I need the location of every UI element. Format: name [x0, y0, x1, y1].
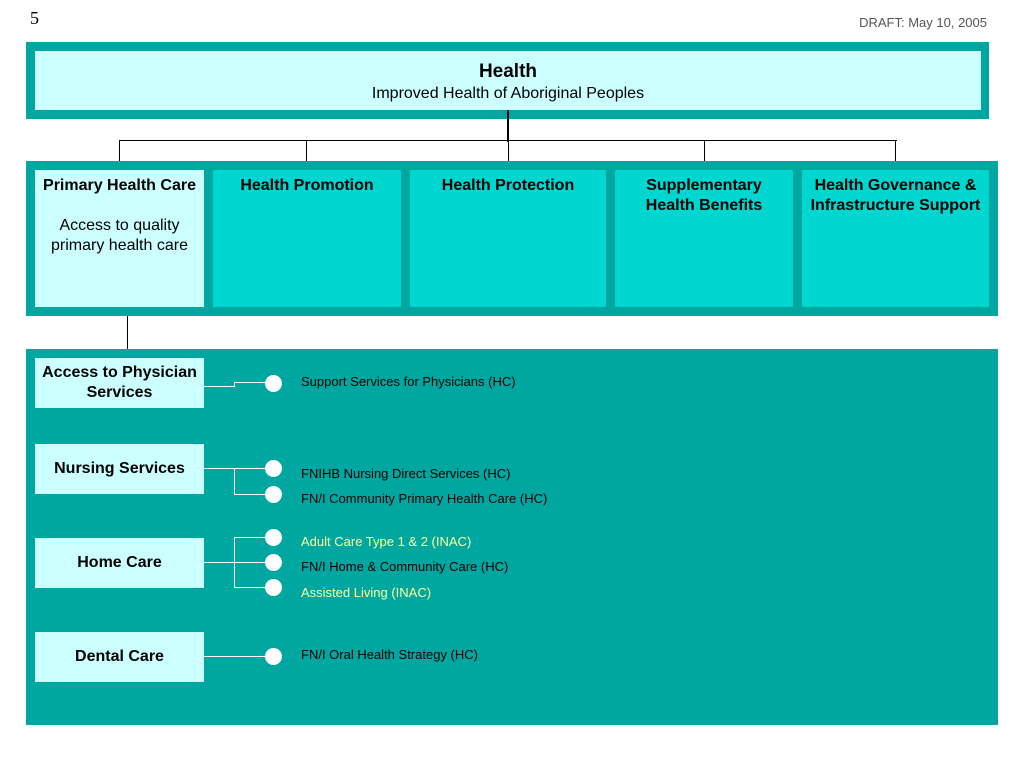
column-title: Primary Health Care [43, 177, 196, 194]
link-line [204, 386, 234, 387]
link-line [204, 656, 266, 657]
column-title: Health Promotion [240, 177, 374, 194]
service-dental-care [35, 632, 204, 682]
service-label: Home Care [77, 554, 162, 571]
draft-label: DRAFT: May 10, 2005 [859, 15, 987, 30]
connector-to-services [127, 316, 128, 349]
program-fnihb-nursing: FNIHB Nursing Direct Services (HC) [301, 466, 511, 481]
service-label: Access to Physician Services [42, 364, 197, 401]
column-primary-health-care [35, 170, 204, 307]
link-line [204, 562, 266, 563]
link-line [234, 468, 235, 495]
column-title: Health Governance & Infrastructure Support [810, 177, 981, 214]
column-supplementary-health-benefits [615, 170, 793, 307]
program-adult-care: Adult Care Type 1 & 2 (INAC) [301, 534, 472, 549]
program-assisted-living: Assisted Living (INAC) [301, 585, 432, 600]
program-bullet [265, 460, 282, 477]
column-health-protection [410, 170, 606, 307]
column-health-promotion [213, 170, 401, 307]
link-line [234, 494, 266, 495]
program-community-primary-care: FN/I Community Primary Health Care (HC) [301, 491, 548, 506]
program-bullet [265, 554, 282, 571]
program-bullet [265, 375, 282, 392]
page-number: 5 [30, 8, 39, 28]
service-label: Nursing Services [54, 460, 185, 477]
program-bullet [265, 648, 282, 665]
link-line [204, 468, 266, 469]
service-access-to-physician [35, 358, 204, 408]
connector-trunk [507, 110, 509, 142]
column-health-governance [802, 170, 989, 307]
link-line [234, 382, 266, 383]
program-bullet [265, 486, 282, 503]
service-label: Dental Care [75, 648, 164, 665]
program-oral-health: FN/I Oral Health Strategy (HC) [301, 647, 478, 662]
column-description: Access to quality primary health care [51, 217, 188, 254]
program-home-community-care: FN/I Home & Community Care (HC) [301, 559, 509, 574]
program-support-services-physicians: Support Services for Physicians (HC) [301, 374, 516, 389]
service-home-care [35, 538, 204, 588]
program-bullet [265, 529, 282, 546]
service-nursing [35, 444, 204, 494]
health-title: Health [478, 61, 538, 82]
column-title: Health Protection [441, 177, 575, 194]
column-title: Supplementary Health Benefits [645, 177, 763, 214]
program-bullet [265, 579, 282, 596]
link-line [234, 537, 266, 538]
link-line [234, 537, 235, 588]
health-box [35, 51, 981, 110]
health-subtitle: Improved Health of Aboriginal Peoples [371, 85, 645, 102]
link-line [234, 587, 266, 588]
